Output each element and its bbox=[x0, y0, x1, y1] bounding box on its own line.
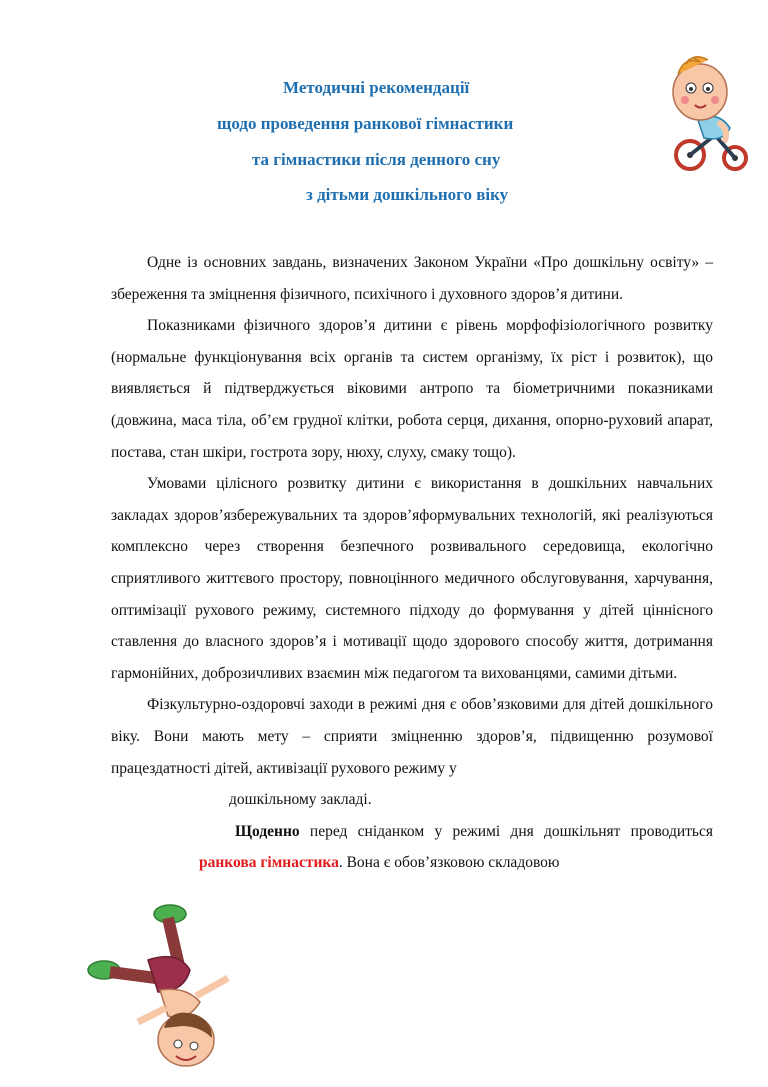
paragraph-1: Одне із основних завдань, визначених Законом України «Про дошкільну освіту» – збереження та зміцнення фізичного, психічного і духовного здоров’я дитини. bbox=[111, 254, 713, 303]
paragraph-5 bbox=[111, 816, 713, 879]
highlight-morning-gymnastics: ранкова гімнастика bbox=[199, 854, 339, 872]
page-title-line-1: Методичні рекомендації bbox=[283, 78, 470, 97]
page-title-line-3: та гімнастики після денного сну bbox=[252, 150, 501, 169]
document-body bbox=[111, 247, 713, 879]
page-title-line-2: щодо проведення ранкової гімнастики bbox=[217, 114, 514, 133]
emphasis-daily: Щоденно bbox=[235, 822, 300, 840]
paragraph-5-rest: . Вона є обов’язковою складовою bbox=[338, 854, 560, 872]
paragraph-4-tail: дошкільному закладі. bbox=[229, 791, 372, 809]
paragraph-4: Фізкультурно-оздоровчі заходи в режимі дня є обов’язковими для дітей дошкільного віку. Вони мають мету – сприяти зміцненню здоров’я, підвищенню розумової працездатності дітей, активізації рухового режиму у bbox=[111, 696, 713, 777]
paragraph-5-text: перед сніданком у режимі дня дошкільнят проводиться bbox=[299, 822, 713, 840]
paragraph-3: Умовами цілісного розвитку дитини є використання в дошкільних навчальних закладах здоров’язбережувальних та здоров’яформувальних технологій, які реалізуються комплексно через створення безпечного розвивального середовища, екологічно сприятливого життєвого простору, повноцінного медичного обслуговування, харчування, оптимізації рухового режиму, системного підходу до формування у дітей ціннісного ставлення до власного здоров’я і мотивації щодо здорового способу життя, дотримання гармонійних, доброзичливих взаємин між педагогом та вихованцями, самими дітьми. bbox=[111, 475, 713, 682]
page-title-line-4: з дітьми дошкільного віку bbox=[306, 185, 509, 204]
baby-tricycle-clipart bbox=[660, 50, 755, 175]
paragraph-2: Показниками фізичного здоров’я дитини є рівень морфофізіологічного розвитку (нормальне функціонування всіх органів та систем організму, їх ріст і розвиток), що виявляється й підтверджується віковими антропо та біометричними показниками (довжина, маса тіла, об’єм грудної клітки, робота серця, дихання, опорно-руховий апарат, постава, стан шкіри, гострота зору, нюху, слуху, смаку тощо). bbox=[111, 317, 713, 461]
tumbling-child-clipart bbox=[78, 900, 283, 1080]
